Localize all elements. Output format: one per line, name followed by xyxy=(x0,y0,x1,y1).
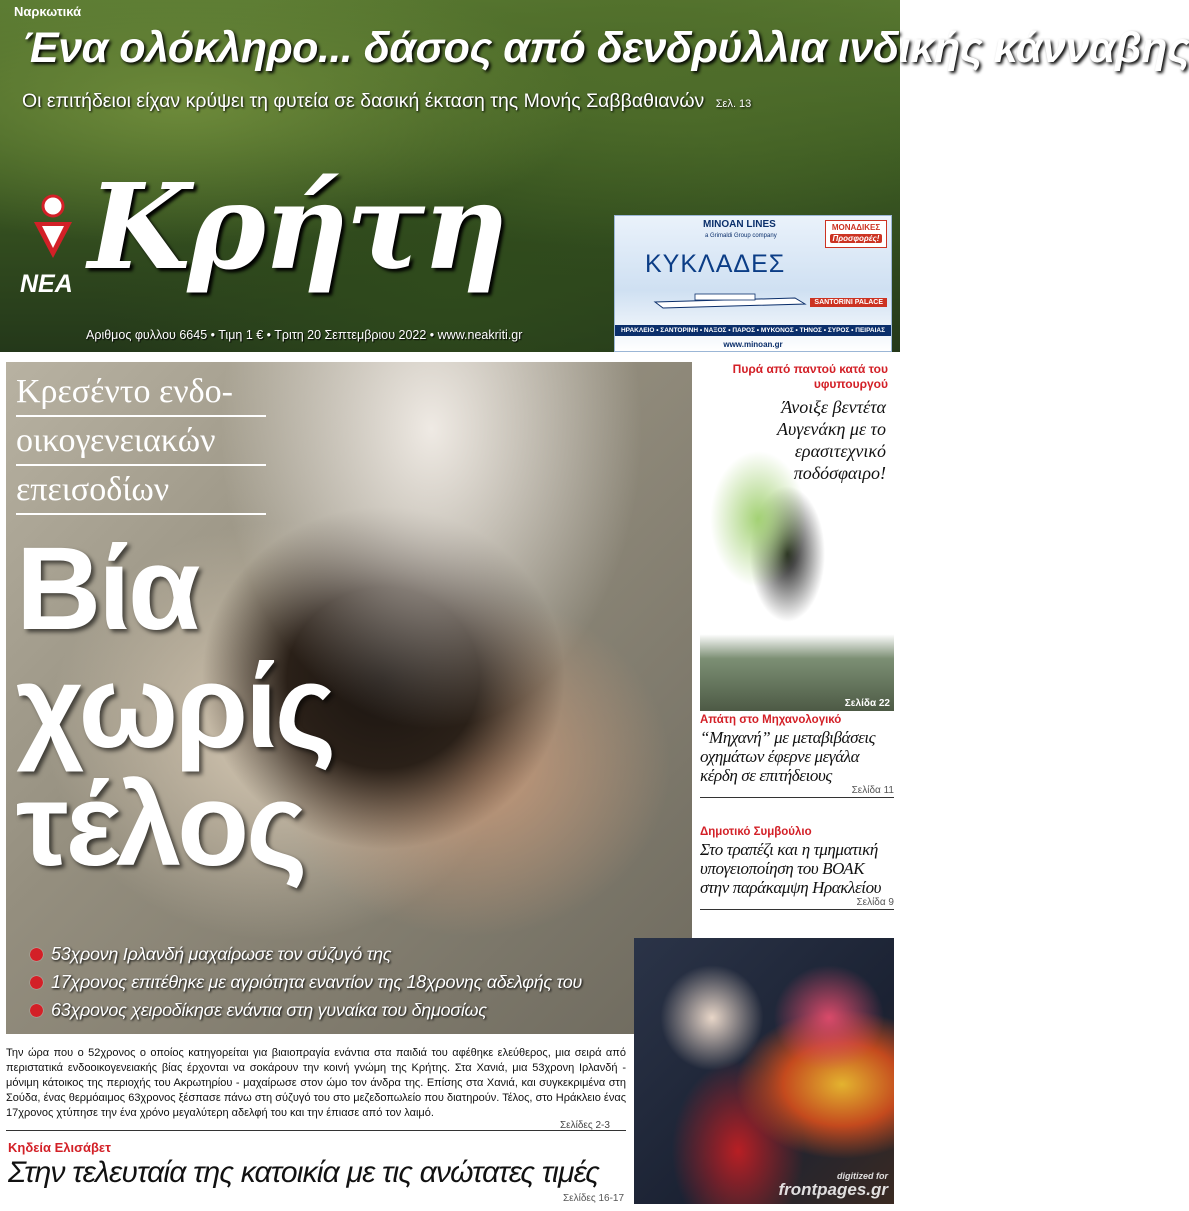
bullet-text: 53χρονη Ιρλανδή μαχαίρωσε τον σύζυγό της xyxy=(51,943,392,964)
main-story-bullets xyxy=(30,940,582,1024)
bullet-text: 63χρονος χειροδίκησε ενάντια στη γυναίκα του δημοσίως xyxy=(51,999,487,1020)
story-headline[interactable]: “Μηχανή” με μεταβιβάσεις οχημάτων έφερνε μεγάλα κέρδη σε επιτήδειους xyxy=(700,728,876,785)
main-story-photo[interactable] xyxy=(6,362,692,1034)
issue-info: Αριθμος φυλλου 6645 • Τιμη 1 € • Τριτη 20 Σεπτεμβριου 2022 • www.neakriti.gr xyxy=(86,328,523,342)
funeral-story-kicker: Κηδεία Ελισάβετ xyxy=(8,1140,111,1155)
main-story-body: Την ώρα που ο 52χρονος ο οποίος κατηγορείται για βιαιοπραγία ενάντια στα παιδιά του αφέθηκε ελεύθερος, μια σειρά από περιστατικά ενδοοικογενειακής βίας έρχονται να σοκάρουν την κοινή γνώμη της Κρήτης. Στα Χανιά, μια 53χρονη Ιρλανδή - μόνιμη κάτοικος της περιοχής του Ακρωτηρίου - μαχαίρωσε στον ώμο τον άνδρα της. Επίσης στα Χανιά, και συγκεκριμένα στη Σούδα, ένας θερμόαιμος 63χρονος ξέσπασε πάνω στη σύζυγό του στο μεζεδοπωλείο που διατηρούν. Τέλος, στο Ηράκλειο ένας 17χρονος χτύπησε την ένα χρόνο μεγαλύτερη αδελφή του και την έπιασε από τον λαιμό. xyxy=(6,1047,626,1119)
minoan-lines-ad[interactable] xyxy=(614,215,892,352)
divider xyxy=(6,1130,626,1131)
ad-badge xyxy=(825,220,887,248)
main-kicker-line: επεισοδίων xyxy=(16,466,266,515)
ad-route: ΗΡΑΚΛΕΙΟ • ΣΑΝΤΟΡΙΝΗ • ΝΑΞΟΣ • ΠΑΡΟΣ • ΜΥΚΟΝΟΣ • ΤΗΝΟΣ • ΣΥΡΟΣ • ΠΕΙΡΑΙΑΣ xyxy=(615,325,891,336)
bullet-item xyxy=(30,968,582,996)
top-story-subheadline xyxy=(22,90,751,113)
bullet-item xyxy=(30,940,582,968)
sport-story-photo[interactable] xyxy=(700,362,894,711)
logo-title[interactable]: Κρήτη xyxy=(88,157,506,296)
bullet-dot-icon xyxy=(30,948,43,961)
main-headline-line: Βία xyxy=(16,523,198,655)
main-story-pages: Σελίδες 2-3 xyxy=(560,1120,610,1131)
main-headline-line: τέλος xyxy=(16,759,305,891)
sport-story-page: Σελίδα 22 xyxy=(844,698,890,709)
top-story-kicker: Ναρκωτικά xyxy=(14,4,82,19)
top-story-subheadline-text: Οι επιτήδειοι είχαν κρύψει τη φυτεία σε δασική έκταση της Μονής Σαββαθιανών xyxy=(22,90,705,112)
main-story-kicker xyxy=(16,368,266,515)
bullet-text: 17χρονος επιτέθηκε με αγριότητα εναντίον της 18χρονης αδελφής του xyxy=(51,971,583,992)
sport-story-headline[interactable]: Άνοιξε βεντέτα Αυγενάκη με το ερασιτεχνικό ποδόσφαιρο! xyxy=(776,397,886,483)
ad-badge-top: ΜΟΝΑΔΙΚΕΣ xyxy=(831,223,881,232)
watermark-line: frontpages.gr xyxy=(778,1180,888,1199)
watermark-line: digitized for xyxy=(837,1171,888,1181)
funeral-story-pages: Σελίδες 16-17 xyxy=(563,1193,625,1204)
masthead xyxy=(0,0,1189,352)
bullet-dot-icon xyxy=(30,1004,43,1017)
main-headline-line: χωρίς xyxy=(16,641,334,773)
ad-hotel: SANTORINI PALACE xyxy=(810,298,887,307)
main-kicker-line: Κρεσέντο ενδο- xyxy=(16,368,266,417)
logo-prefix: ΝΕΑ xyxy=(20,270,73,298)
story-kicker: Δημοτικό Συμβούλιο xyxy=(700,826,812,838)
story-headline[interactable]: Στο τραπέζι και η τμηματική υπογειοποίηση του ΒΟΑΚ στην παράκαμψη Ηρακλείου xyxy=(700,840,882,897)
sport-story-kicker: Πυρά από παντού κατά του υφυπουργού xyxy=(732,362,888,391)
bullet-item xyxy=(30,996,582,1024)
funeral-story-headline[interactable]: Στην τελευταία της κατοικία με τις ανώτατες τιμές xyxy=(8,1156,599,1189)
story-page: Σελίδα 9 xyxy=(856,897,894,908)
main-story-headline[interactable] xyxy=(16,523,334,891)
story-kicker: Απάτη στο Μηχανολογικό xyxy=(700,714,842,726)
story-mechanical[interactable] xyxy=(700,714,894,798)
ad-brand-sub: a Grimaldi Group company xyxy=(705,233,777,239)
watermark xyxy=(778,1172,888,1198)
story-council[interactable] xyxy=(700,826,894,910)
divider xyxy=(700,797,894,798)
ad-destination: ΚΥΚΛΑΔΕΣ xyxy=(645,250,786,278)
ad-badge-bottom: Προσφορές! xyxy=(830,234,882,244)
top-story-page: Σελ. 13 xyxy=(715,98,752,110)
top-story-headline[interactable]: Ένα ολόκληρο... δάσος από δενδρύλλια ινδικής κάνναβης xyxy=(22,24,1189,72)
bullet-dot-icon xyxy=(30,976,43,989)
story-page: Σελίδα 11 xyxy=(851,785,894,796)
logo-emblem-icon xyxy=(28,192,78,262)
ad-url[interactable]: www.minoan.gr xyxy=(723,340,783,349)
ad-brand: MINOAN LINES xyxy=(703,219,776,230)
ship-icon xyxy=(655,290,805,310)
main-kicker-line: οικογενειακών xyxy=(16,417,266,466)
funeral-photo[interactable] xyxy=(634,938,894,1204)
divider xyxy=(700,909,894,910)
